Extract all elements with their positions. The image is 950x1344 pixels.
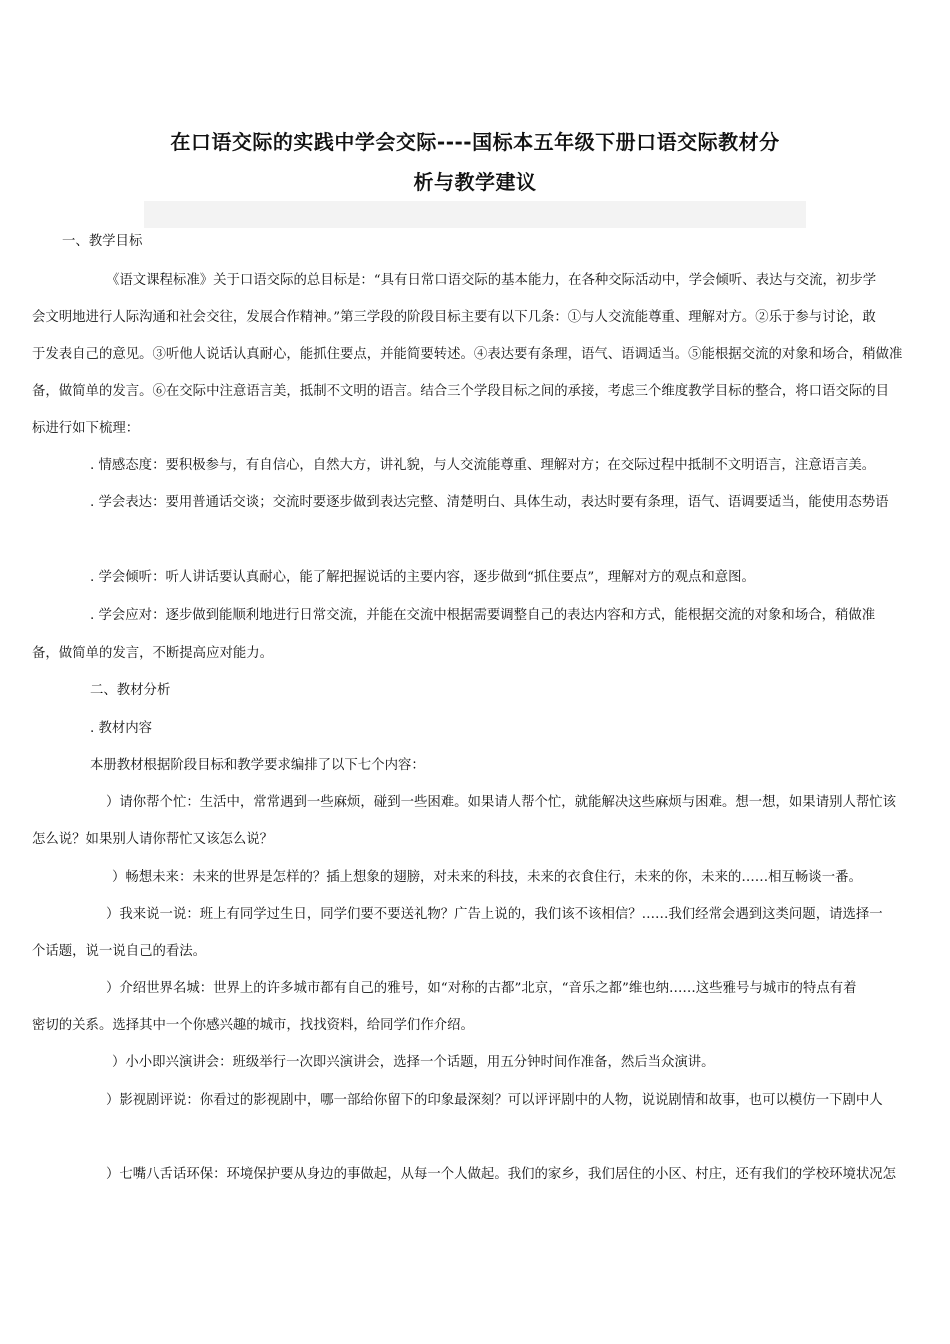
document-title-line-1: 在口语交际的实践中学会交际----国标本五年级下册口语交际教材分	[170, 130, 780, 154]
paragraph-line: 本册教材根据阶段目标和教学要求编排了以下七个内容：	[90, 758, 425, 773]
section-heading-material-analysis: 二、教材分析	[90, 683, 171, 698]
list-item: ）介绍世界名城：世界上的许多城市都有自己的雅号，如“对称的古都”北京，“音乐之都”维也纳……这些雅号与城市的特点有着	[106, 981, 857, 996]
list-item: ）请你帮个忙：生活中，常常遇到一些麻烦，碰到一些困难。如果请人帮个忙，就能解决这些麻烦与困难。想一想，如果请别人帮忙该	[106, 795, 897, 810]
list-item: ）畅想未来：未来的世界是怎样的？插上想象的翅膀，对未来的科技，未来的衣食住行，未来的你，未来的……相互畅谈一番。	[112, 870, 862, 885]
header-placeholder-bar	[144, 201, 806, 228]
paragraph-line: 备，做简单的发言，不断提高应对能力。	[32, 646, 274, 661]
paragraph-line: 标进行如下梳理：	[32, 421, 140, 436]
paragraph-line: 于发表自己的意见。③听他人说话认真耐心，能抓住要点，并能简要转述。④表达要有条理，语气、语调适当。⑤能根据交流的对象和场合，稍做准	[32, 347, 903, 362]
subsection-heading: . 教材内容	[90, 721, 153, 736]
document-title-line-2: 析与教学建议	[413, 170, 537, 194]
list-item: . 学会应对：逐步做到能顺利地进行日常交流，并能在交流中根据需要调整自己的表达内容和方式，能根据交流的对象和场合，稍做准	[90, 608, 876, 623]
list-item: . 学会表达：要用普通话交谈；交流时要逐步做到表达完整、清楚明白、具体生动，表达时要有条理，语气、语调要适当，能使用态势语	[90, 495, 889, 510]
paragraph-line: 《语文课程标准》关于口语交际的总目标是：“具有日常口语交际的基本能力，在各种交际活动中，学会倾听、表达与交流，初步学	[106, 273, 877, 288]
list-item: . 情感态度：要积极参与，有自信心，自然大方，讲礼貌，与人交流能尊重、理解对方；在交际过程中抵制不文明语言，注意语言美。	[90, 458, 876, 473]
paragraph-line: 备，做简单的发言。⑥在交际中注意语言美，抵制不文明的语言。结合三个学段目标之间的承接，考虑三个维度教学目标的整合，将口语交际的目	[32, 384, 889, 399]
section-heading-teaching-goals: 一、教学目标	[62, 234, 143, 249]
list-item: ）影视剧评说：你看过的影视剧中，哪一部给你留下的印象最深刻？可以评评剧中的人物，说说剧情和故事，也可以模仿一下剧中人	[106, 1093, 883, 1108]
list-item: ）七嘴八舌话环保：环境保护要从身边的事做起，从每一个人做起。我们的家乡，我们居住的小区、村庄，还有我们的学校环境状况怎	[106, 1167, 897, 1182]
list-item: ）小小即兴演讲会：班级举行一次即兴演讲会，选择一个话题，用五分钟时间作准备，然后当众演讲。	[112, 1055, 715, 1070]
paragraph-line: 会文明地进行人际沟通和社会交往，发展合作精神。”第三学段的阶段目标主要有以下几条：①与人交流能尊重、理解对方。②乐于参与讨论，敢	[32, 310, 876, 325]
list-item: . 学会倾听：听人讲话要认真耐心，能了解把握说话的主要内容，逐步做到“抓住要点”，理解对方的观点和意图。	[90, 570, 755, 585]
paragraph-line: 密切的关系。选择其中一个你感兴趣的城市，找找资料，给同学们作介绍。	[32, 1018, 474, 1033]
paragraph-line: 怎么说？如果别人请你帮忙又该怎么说？	[32, 832, 274, 847]
list-item: ）我来说一说：班上有同学过生日，同学们要不要送礼物？广告上说的，我们该不该相信？……我们经常会遇到这类问题，请选择一	[106, 907, 883, 922]
paragraph-line: 个话题，说一说自己的看法。	[32, 944, 207, 959]
